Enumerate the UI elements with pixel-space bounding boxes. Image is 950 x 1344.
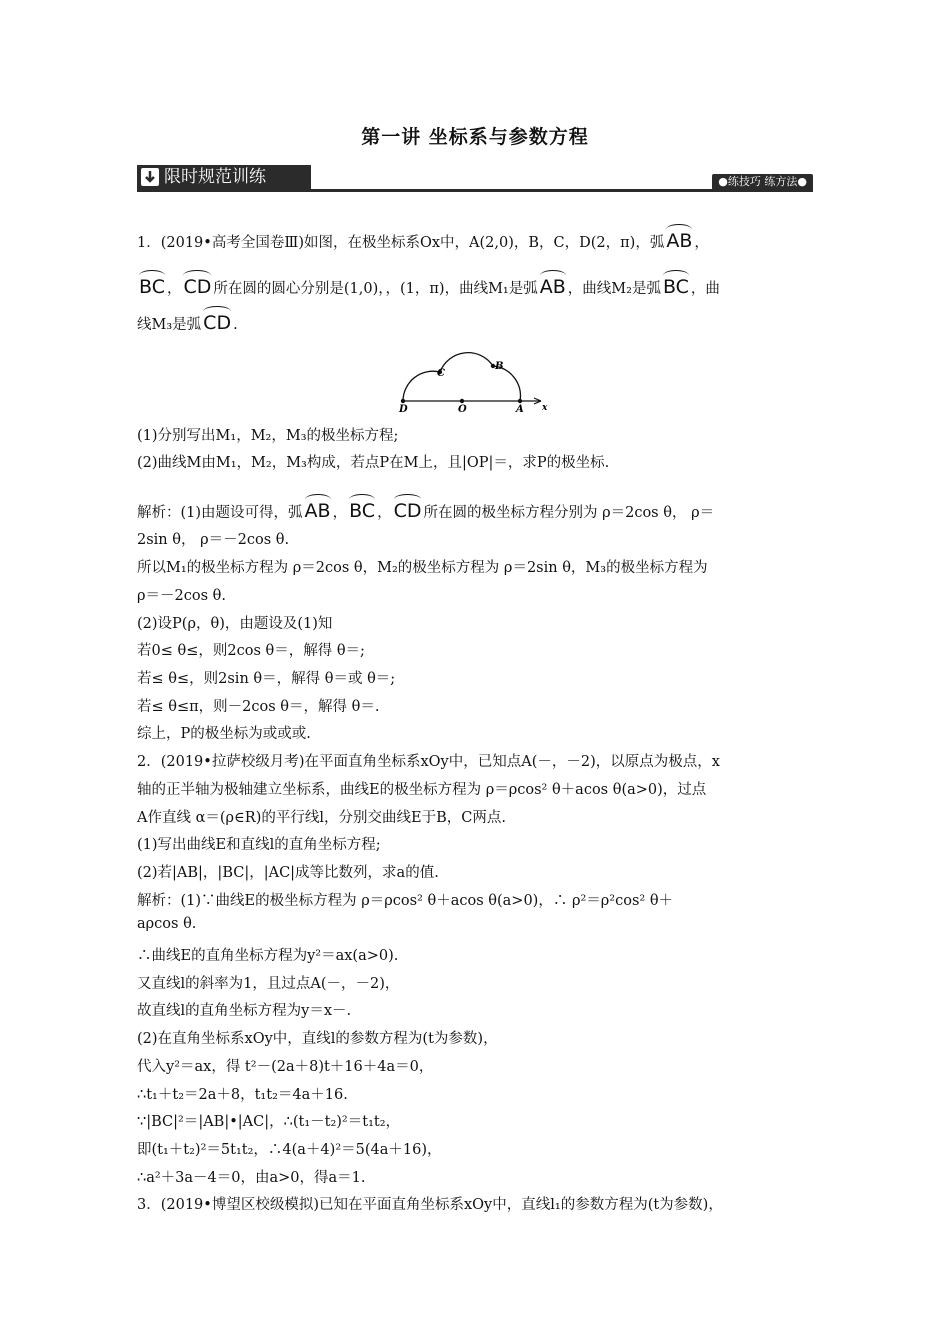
- text-line: 所以M₁的极坐标方程为 ρ＝2cos θ，M₂的极坐标方程为 ρ＝2sin θ，M₃的极坐标方程为: [137, 560, 708, 576]
- text-line: 综上，P的极坐标为或或或.: [137, 726, 311, 742]
- arc-bc: [440, 353, 493, 372]
- banner-tag: ●练技巧 练方法●: [712, 174, 813, 190]
- text-line: 若≤ θ≤π，则－2cos θ＝，解得 θ＝.: [137, 699, 380, 715]
- text-line: 3．(2019•博望区校级模拟)已知在平面直角坐标系xOy中，直线l₁的参数方程为(t为参数)，: [137, 1197, 723, 1213]
- label-o: O: [458, 404, 467, 415]
- text-line: (2)曲线M由M₁，M₂，M₃构成，若点P在M上，且|OP|＝，求P的极坐标.: [137, 455, 610, 471]
- text-line: 轴的正半轴为极轴建立坐标系，曲线E的极坐标方程为 ρ＝ρcos² θ＋acos θ(a>0)，过点: [137, 782, 707, 798]
- text-line: ∴t₁＋t₂＝2a＋8，t₁t₂＝4a＋16.: [137, 1087, 348, 1103]
- download-arrow-icon: [140, 167, 160, 187]
- arc-label-cd: CD: [183, 270, 211, 298]
- label-a: A: [516, 404, 524, 415]
- point-o: [460, 399, 464, 403]
- text-line: 解析：(1)由题设可得，弧 AB ， BC ， CD 所在圆的极坐标方程分别为 ρ＝2cos θ， ρ＝: [137, 494, 714, 522]
- text-line: aρcos θ.: [137, 916, 197, 932]
- arc-label-bc: BC: [349, 494, 375, 522]
- label-d: D: [399, 404, 408, 415]
- arc-label-ab: AB: [540, 270, 566, 298]
- text-line: ρ＝－2cos θ.: [137, 588, 226, 604]
- arc-cd: [403, 371, 440, 401]
- arc-label-cd: CD: [203, 306, 231, 334]
- label-c: C: [437, 368, 445, 379]
- text-line: BC ， CD 所在圆的圆心分别是(1,0)，，(1，π)，曲线M₁是弧 AB ，曲线M₂是弧 BC ，曲: [137, 270, 720, 298]
- text-line: ∵|BC|²＝|AB|•|AC|，∴(t₁－t₂)²＝t₁t₂，: [137, 1114, 401, 1130]
- text-line: 即(t₁＋t₂)²＝5t₁t₂，∴4(a＋4)²＝5(4a＋16)，: [137, 1142, 442, 1158]
- text-line: (2)若|AB|，|BC|，|AC|成等比数列，求a的值.: [137, 865, 439, 881]
- banner-label-box: [137, 165, 311, 189]
- arc-label-ab: AB: [305, 494, 331, 522]
- text-line: (2)在直角坐标系xOy中，直线l的参数方程为(t为参数)，: [137, 1031, 498, 1047]
- page-title: 第一讲 坐标系与参数方程: [361, 126, 589, 148]
- label-x: x: [542, 403, 548, 413]
- point-d: [401, 399, 405, 403]
- arc-label-ab: AB: [666, 224, 692, 252]
- text-line: 1．(2019•高考全国卷Ⅲ)如图，在极坐标系Ox中，A(2,0)，B，C，D(2，π)，弧 AB ，: [137, 224, 709, 252]
- text-line: 解析：(1)∵曲线E的极坐标方程为 ρ＝ρcos² θ＋acos θ(a>0)，∴ ρ²＝ρ²cos² θ＋: [137, 893, 674, 909]
- text-line: 代入y²＝ax，得 t²－(2a＋8)t＋16＋4a＝0，: [137, 1059, 434, 1075]
- text-line: ∴曲线E的直角坐标方程为y²＝ax(a>0).: [137, 948, 399, 964]
- point-a: [518, 399, 522, 403]
- text-line: 故直线l的直角坐标方程为y＝x－.: [137, 1003, 352, 1019]
- text-line: 若≤ θ≤，则2sin θ＝，解得 θ＝或 θ＝;: [137, 671, 396, 687]
- text-line: (2)设P(ρ，θ)，由题设及(1)知: [137, 616, 333, 632]
- arc-label-bc: BC: [663, 270, 689, 298]
- text-line: ∴a²＋3a－4＝0，由a>0，得a＝1.: [137, 1170, 366, 1186]
- text-line: 2sin θ， ρ＝－2cos θ.: [137, 532, 290, 548]
- banner-label: 限时规范训练: [164, 167, 266, 187]
- text-line: (1)分别写出M₁，M₂，M₃的极坐标方程;: [137, 428, 399, 444]
- label-b: B: [495, 361, 504, 372]
- arc-label-cd: CD: [394, 494, 422, 522]
- banner-rule: [137, 189, 813, 192]
- text-line: 若0≤ θ≤，则2cos θ＝，解得 θ＝;: [137, 643, 365, 659]
- section-banner: [137, 165, 813, 193]
- text-line: A作直线 α＝(ρ∈R)的平行线l，分别交曲线E于B，C两点.: [137, 810, 506, 826]
- polar-curve-figure: [395, 340, 555, 415]
- arc-label-bc: BC: [139, 270, 165, 298]
- text-line: 又直线l的斜率为1，且过点A(－，－2)，: [137, 976, 400, 992]
- text-line: 2．(2019•拉萨校级月考)在平面直角坐标系xOy中，已知点A(－，－2)，以原点为极点，x: [137, 754, 720, 770]
- text-line: 线M₃是弧 CD .: [137, 306, 238, 334]
- text-line: (1)写出曲线E和直线l的直角坐标方程;: [137, 837, 381, 853]
